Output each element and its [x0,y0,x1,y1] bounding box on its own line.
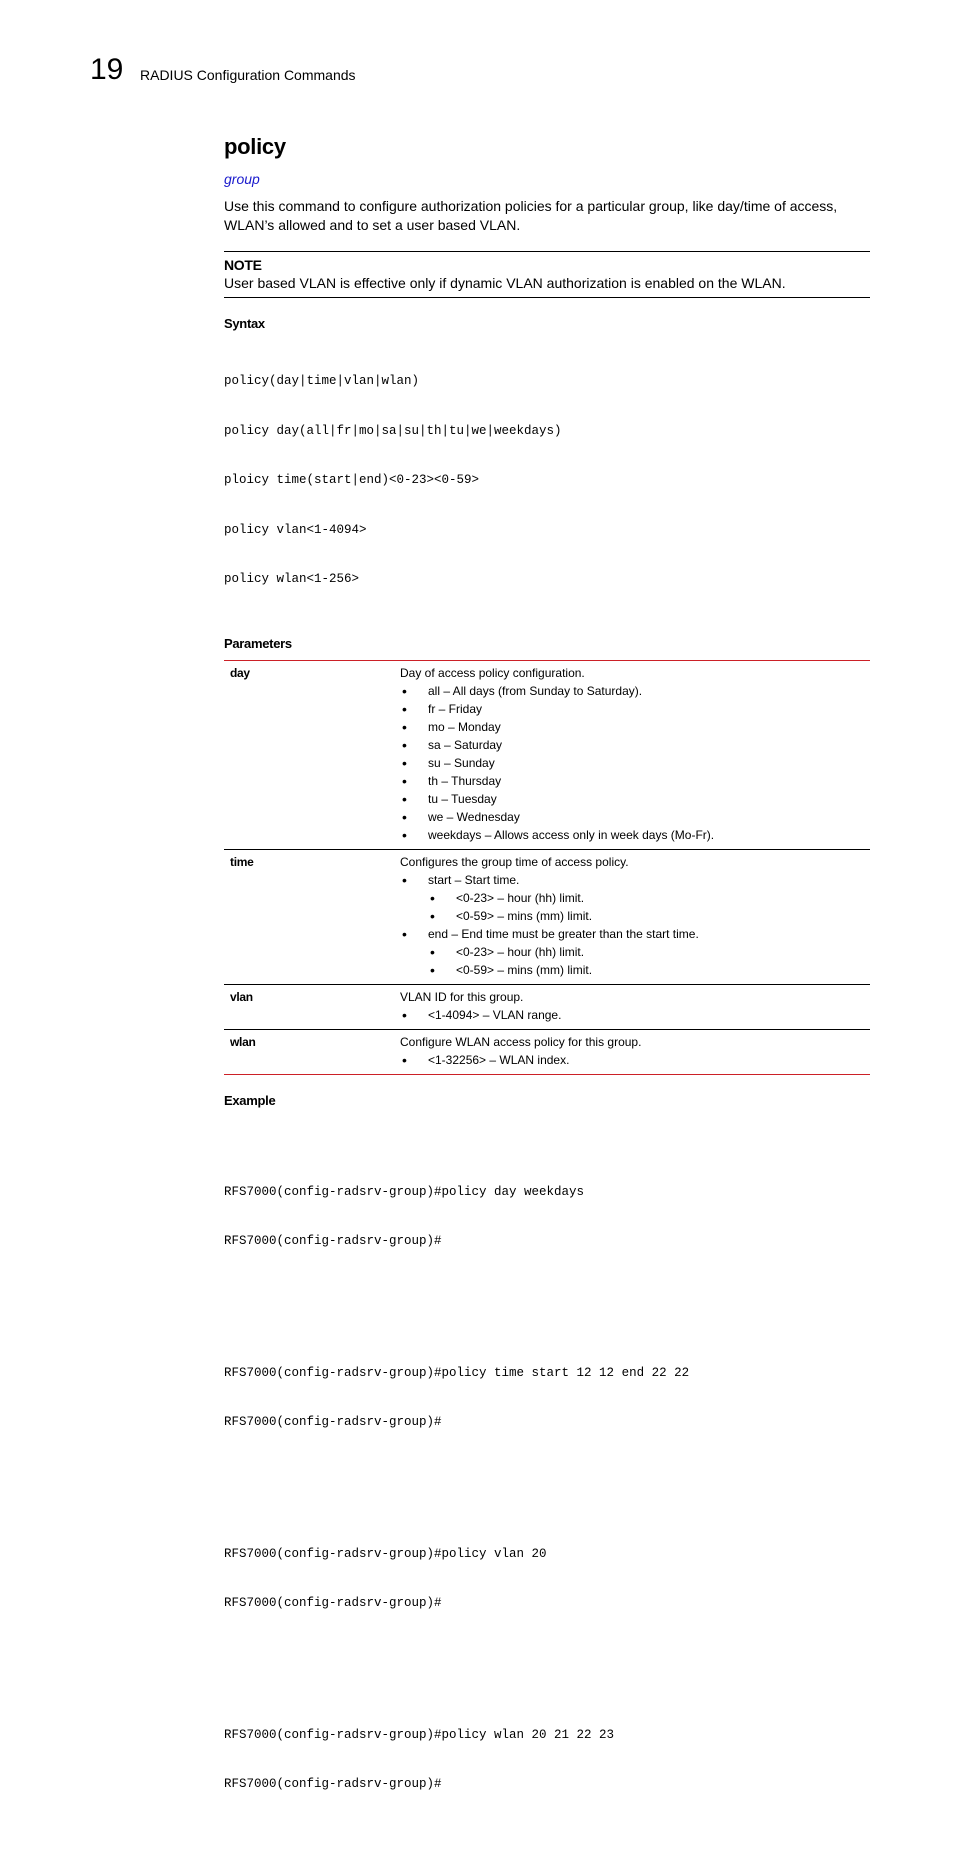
example-line: RFS7000(config-radsrv-group)#policy vlan 20 [224,1546,547,1561]
example-block [224,1513,870,1645]
example-block [224,1151,870,1283]
example-line: RFS7000(config-radsrv-group)# [224,1415,442,1429]
list-item: • mo – Monday [400,718,870,736]
list-item-text: end – End time must be greater than the start time. [428,926,699,941]
list-item: • <1-4094> – VLAN range. [400,1006,870,1024]
param-summary: Configures the group time of access policy. [400,854,629,869]
list-item: • th – Thursday [400,772,870,790]
chapter-title: RADIUS Configuration Commands [140,67,356,83]
example-line: RFS7000(config-radsrv-group)# [224,1234,442,1248]
parameters-heading: Parameters [224,635,292,651]
sub-options-list [428,943,870,979]
note-text: User based VLAN is effective only if dynamic VLAN authorization is enabled on the WLAN. [224,275,786,291]
context-link[interactable]: group [224,171,260,187]
list-item: • we – Wednesday [400,808,870,826]
param-name: wlan [224,1029,400,1074]
table-row [224,660,870,849]
example-block [224,1332,870,1464]
chapter-number: 19 [90,53,124,86]
list-item: • su – Sunday [400,754,870,772]
param-name: time [224,849,400,984]
param-options-list [400,682,870,844]
example-line: RFS7000(config-radsrv-group)# [224,1777,442,1791]
param-summary: Configure WLAN access policy for this group. [400,1034,642,1049]
syntax-heading: Syntax [224,316,265,331]
syntax-line: policy(day|time|vlan|wlan) [224,374,420,388]
param-description [400,849,870,984]
list-item: • tu – Tuesday [400,790,870,808]
example-code-block [224,1118,870,1859]
table-row [224,1029,870,1074]
syntax-line: ploicy time(start|end)<0-23><0-59> [224,473,480,487]
example-line: RFS7000(config-radsrv-group)#policy day weekdays [224,1184,585,1199]
param-description [400,1029,870,1074]
param-summary: VLAN ID for this group. [400,989,524,1004]
syntax-line: policy vlan<1-4094> [224,522,367,537]
list-item: • fr – Friday [400,700,870,718]
list-item: • weekdays – Allows access only in week days (Mo-Fr). [400,826,870,844]
list-item [400,925,870,979]
param-options-list [400,1051,870,1069]
example-heading: Example [224,1092,276,1108]
note-box [224,251,870,298]
list-item: • <0-59> – mins (mm) limit. [428,907,870,925]
param-description [400,984,870,1029]
list-item: • all – All days (from Sunday to Saturday). [400,682,870,700]
list-item: • sa – Saturday [400,736,870,754]
list-item: • <0-59> – mins (mm) limit. [428,961,870,979]
page-content [224,130,870,1859]
param-options-list [400,1006,870,1024]
example-line: RFS7000(config-radsrv-group)#policy time start 12 12 end 22 22 [224,1365,690,1380]
syntax-line: policy day(all|fr|mo|sa|su|th|tu|we|weekdays) [224,423,562,438]
param-summary: Day of access policy configuration. [400,665,585,680]
list-item [400,871,870,925]
page-title: policy [224,134,286,159]
syntax-line: policy wlan<1-256> [224,572,360,586]
list-item: • <0-23> – hour (hh) limit. [428,943,870,961]
table-row [224,849,870,984]
param-name: day [230,665,250,680]
table-row [224,984,870,1029]
example-line: RFS7000(config-radsrv-group)# [224,1596,442,1610]
list-item-text: start – Start time. [428,872,520,887]
list-item: • <1-32256> – WLAN index. [400,1051,870,1069]
syntax-code-block [224,340,870,621]
list-item: • <0-23> – hour (hh) limit. [428,889,870,907]
param-name: vlan [224,984,400,1029]
note-heading: NOTE [224,257,262,273]
param-options-list [400,871,870,979]
param-description [400,660,870,849]
sub-options-list [428,889,870,925]
example-line: RFS7000(config-radsrv-group)#policy wlan 20 21 22 23 [224,1727,615,1742]
example-block [224,1694,870,1826]
command-description: Use this command to configure authorization policies for a particular group, like day/time of access, WLAN’s allowed and to set a user based VLAN. [224,198,838,233]
parameters-table [224,660,870,1075]
